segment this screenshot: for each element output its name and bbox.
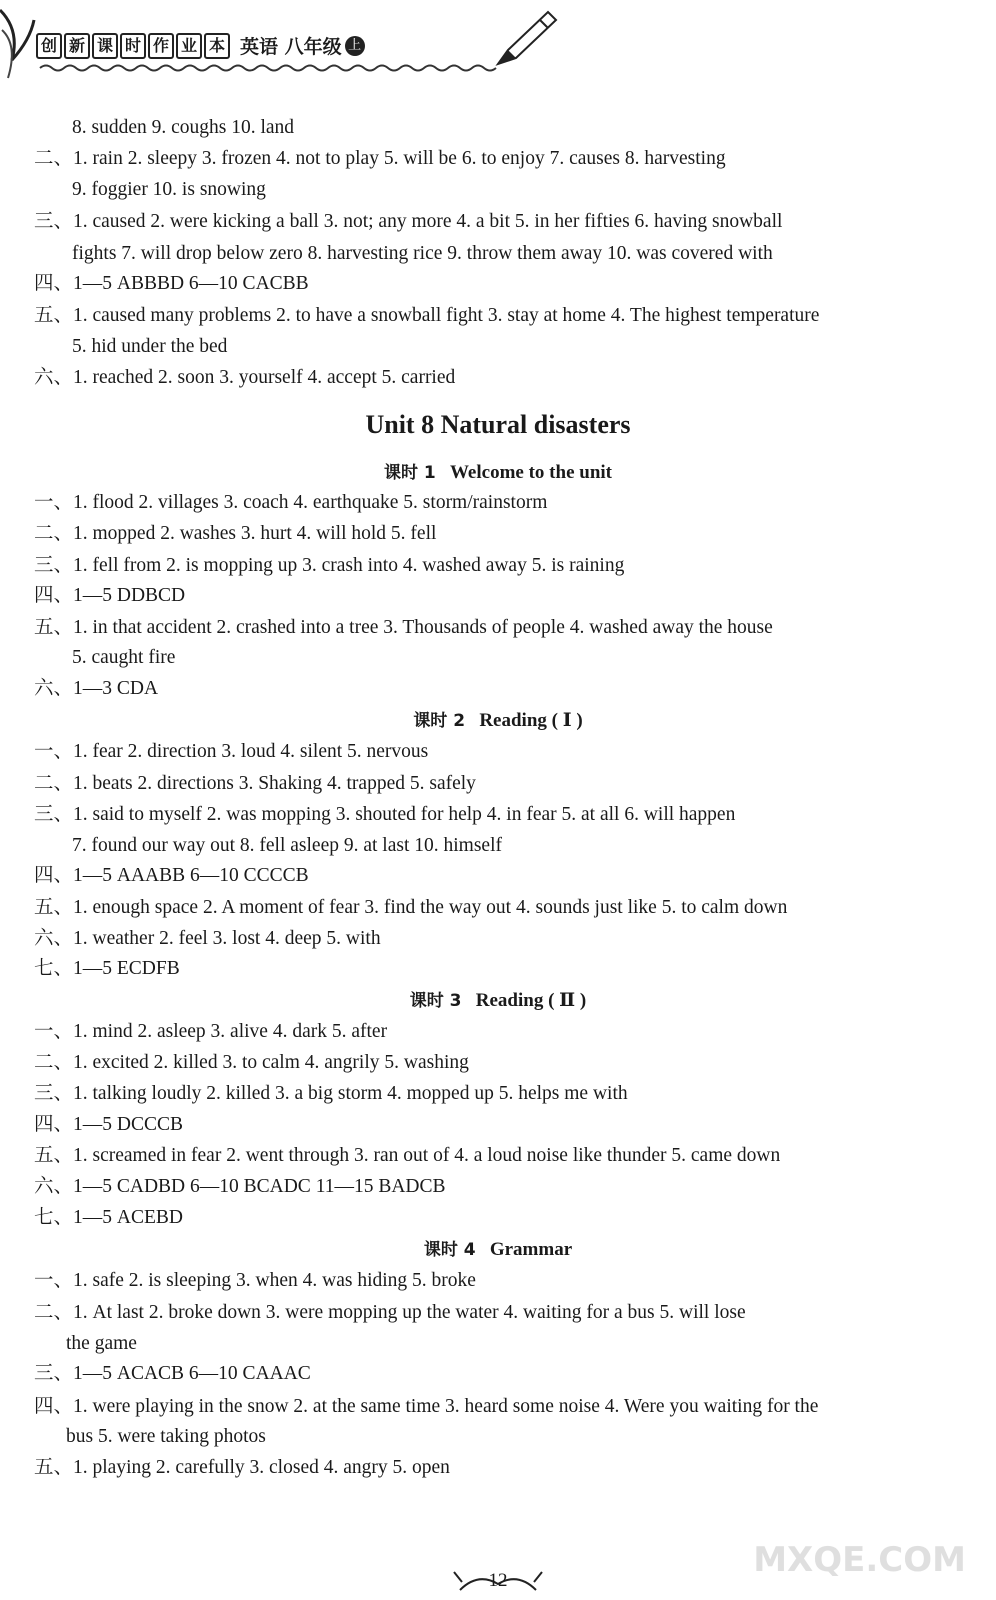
- brand-char: 本: [204, 33, 230, 59]
- brand-char: 新: [64, 33, 90, 59]
- brand-char: 课: [92, 33, 118, 59]
- answer-line: 六、1—3 CDA: [34, 678, 159, 699]
- answer-line: 五、1. playing 2. carefully 3. closed 4. angry 5. open: [34, 1457, 450, 1478]
- answer-line: 五、1. caused many problems 2. to have a snowball fight 3. stay at home 4. The highest temperature: [34, 305, 820, 326]
- answer-line: 7. found our way out 8. fell asleep 9. at last 10. himself: [72, 835, 502, 856]
- answer-line: 七、1—5 ACEBD: [34, 1207, 183, 1228]
- volume-badge: 上: [345, 36, 365, 56]
- lesson-label: 课时 4: [423, 1240, 476, 1260]
- page-number: 12: [488, 1570, 508, 1591]
- lesson-title: Grammar: [489, 1239, 573, 1260]
- brand-char: 时: [120, 33, 146, 59]
- answer-line: 二、1. beats 2. directions 3. Shaking 4. trapped 5. safely: [34, 773, 476, 794]
- answer-line: 二、1. At last 2. broke down 3. were mopping up the water 4. waiting for a bus 5. will lose: [34, 1302, 746, 1323]
- answer-line: 六、1—5 CADBD 6—10 BCADC 11—15 BADCB: [34, 1176, 446, 1197]
- answer-line: the game: [66, 1333, 137, 1354]
- answer-line: 七、1—5 ECDFB: [34, 958, 180, 979]
- answer-line: 二、1. rain 2. sleepy 3. frozen 4. not to play 5. will be 6. to enjoy 7. causes 8. harvesting: [34, 148, 726, 169]
- lesson-title: Welcome to the unit: [449, 462, 612, 483]
- page-header: [0, 0, 996, 82]
- answer-line: 四、1—5 ABBBD 6—10 CACBB: [34, 273, 309, 294]
- brand-char: 作: [148, 33, 174, 59]
- answer-line: 四、1. were playing in the snow 2. at the same time 3. heard some noise 4. Were you waiting for the: [34, 1396, 819, 1417]
- answer-line: 四、1—5 DCCCB: [34, 1114, 183, 1135]
- lesson-label: 课时 1: [383, 463, 436, 483]
- answer-line: 5. hid under the bed: [72, 336, 228, 357]
- answer-line: 三、1. caused 2. were kicking a ball 3. not; any more 4. a bit 5. in her fifties 6. having snowball: [34, 211, 783, 232]
- brand-char: 业: [176, 33, 202, 59]
- answer-line: 二、1. excited 2. killed 3. to calm 4. angrily 5. washing: [34, 1052, 469, 1073]
- answer-line: bus 5. were taking photos: [66, 1426, 266, 1447]
- subject-label: 英语 八年级: [240, 36, 342, 58]
- pencil-icon: [498, 12, 556, 64]
- answer-line: 8. sudden 9. coughs 10. land: [72, 117, 295, 138]
- lesson-heading: [0, 1237, 996, 1263]
- answer-line: 9. foggier 10. is snowing: [72, 179, 266, 200]
- answer-line: 六、1. weather 2. feel 3. lost 4. deep 5. with: [34, 928, 381, 949]
- answer-line: fights 7. will drop below zero 8. harvesting rice 9. throw them away 10. was covered with: [72, 243, 773, 264]
- lesson-heading: [0, 988, 996, 1014]
- answer-line: 六、1. reached 2. soon 3. yourself 4. accept 5. carried: [34, 367, 456, 388]
- brand-char: 创: [36, 33, 62, 59]
- page-footer: [448, 1566, 548, 1596]
- answer-line: 三、1—5 ACACB 6—10 CAAAC: [34, 1363, 311, 1384]
- answer-line: 三、1. said to myself 2. was mopping 3. shouted for help 4. in fear 5. at all 6. will happen: [34, 804, 736, 825]
- lesson-label: 课时 3: [409, 991, 462, 1011]
- answer-line: 一、1. mind 2. asleep 3. alive 4. dark 5. after: [34, 1021, 388, 1042]
- answer-line: 三、1. fell from 2. is mopping up 3. crash into 4. washed away 5. is raining: [34, 555, 625, 576]
- answer-line: 一、1. fear 2. direction 3. loud 4. silent 5. nervous: [34, 741, 429, 762]
- answer-line: 五、1. in that accident 2. crashed into a tree 3. Thousands of people 4. washed away the house: [34, 617, 773, 638]
- lesson-heading: [0, 708, 996, 734]
- answer-line: 一、1. safe 2. is sleeping 3. when 4. was hiding 5. broke: [34, 1270, 476, 1291]
- unit-title: Unit 8 Natural disasters: [365, 410, 631, 439]
- answer-line: 五、1. screamed in fear 2. went through 3. ran out of 4. a loud noise like thunder 5. came down: [34, 1145, 781, 1166]
- answer-line: 二、1. mopped 2. washes 3. hurt 4. will hold 5. fell: [34, 523, 437, 544]
- answer-line: 四、1—5 AAABB 6—10 CCCCB: [34, 865, 309, 886]
- answer-line: 五、1. enough space 2. A moment of fear 3. find the way out 4. sounds just like 5. to calm down: [34, 897, 788, 918]
- lesson-title: Reading ( Ⅰ ): [479, 710, 583, 731]
- brand-title: [36, 32, 365, 59]
- answer-line: 三、1. talking loudly 2. killed 3. a big storm 4. mopped up 5. helps me with: [34, 1083, 628, 1104]
- answer-line: 一、1. flood 2. villages 3. coach 4. earthquake 5. storm/rainstorm: [34, 492, 548, 513]
- lesson-label: 课时 2: [413, 711, 466, 731]
- lesson-title: Reading ( Ⅱ ): [475, 990, 587, 1011]
- watermark: MXQE.COM: [753, 1540, 966, 1580]
- answer-line: 四、1—5 DDBCD: [34, 585, 186, 606]
- lesson-heading: [0, 460, 996, 486]
- answer-line: 5. caught fire: [72, 647, 176, 668]
